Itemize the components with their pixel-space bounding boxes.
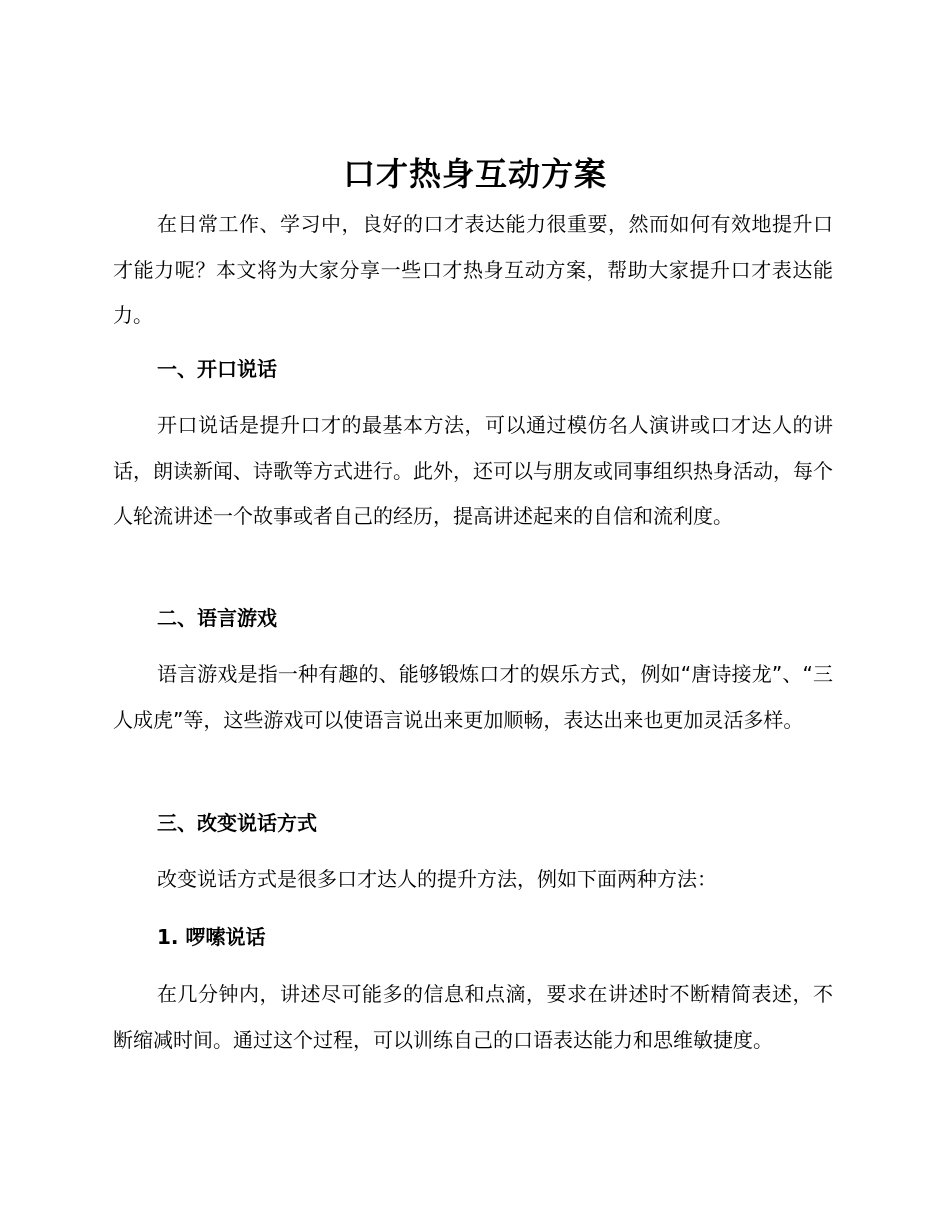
section-body-change-speaking-style: 改变说话方式是很多口才达人的提升方法，例如下面两种方法： <box>157 867 717 891</box>
section-body-language-games: 语言游戏是指一种有趣的、能够锻炼口才的娱乐方式，例如“唐诗接龙”、“三人成虎”等，这些游戏可以使语言说出来更加顺畅，表达出来也更加灵活多样。 <box>113 662 833 732</box>
section-heading-open-speaking: 一、开口说话 <box>157 357 277 381</box>
subsection-body-verbose-speaking: 在几分钟内，讲述尽可能多的信息和点滴，要求在讲述时不断精简表述，不断缩减时间。通过这个过程，可以训练自己的口语表达能力和思维敏捷度。 <box>113 982 833 1052</box>
subsection-heading-verbose-speaking: 1. 啰嗦说话 <box>157 925 266 949</box>
page-title: 口才热身互动方案 <box>342 155 607 193</box>
section-body-open-speaking: 开口说话是提升口才的最基本方法，可以通过模仿名人演讲或口才达人的讲话，朗读新闻、诗歌等方式进行。此外，还可以与朋友或同事组织热身活动，每个人轮流讲述一个故事或者自己的经历，提高讲述起来的自信和流利度。 <box>113 413 833 528</box>
intro-paragraph: 在日常工作、学习中，良好的口才表达能力很重要，然而如何有效地提升口才能力呢？本文将为大家分享一些口才热身互动方案，帮助大家提升口才表达能力。 <box>113 212 833 327</box>
section-heading-change-speaking-style: 三、改变说话方式 <box>157 811 317 835</box>
section-heading-language-games: 二、语言游戏 <box>157 606 277 630</box>
